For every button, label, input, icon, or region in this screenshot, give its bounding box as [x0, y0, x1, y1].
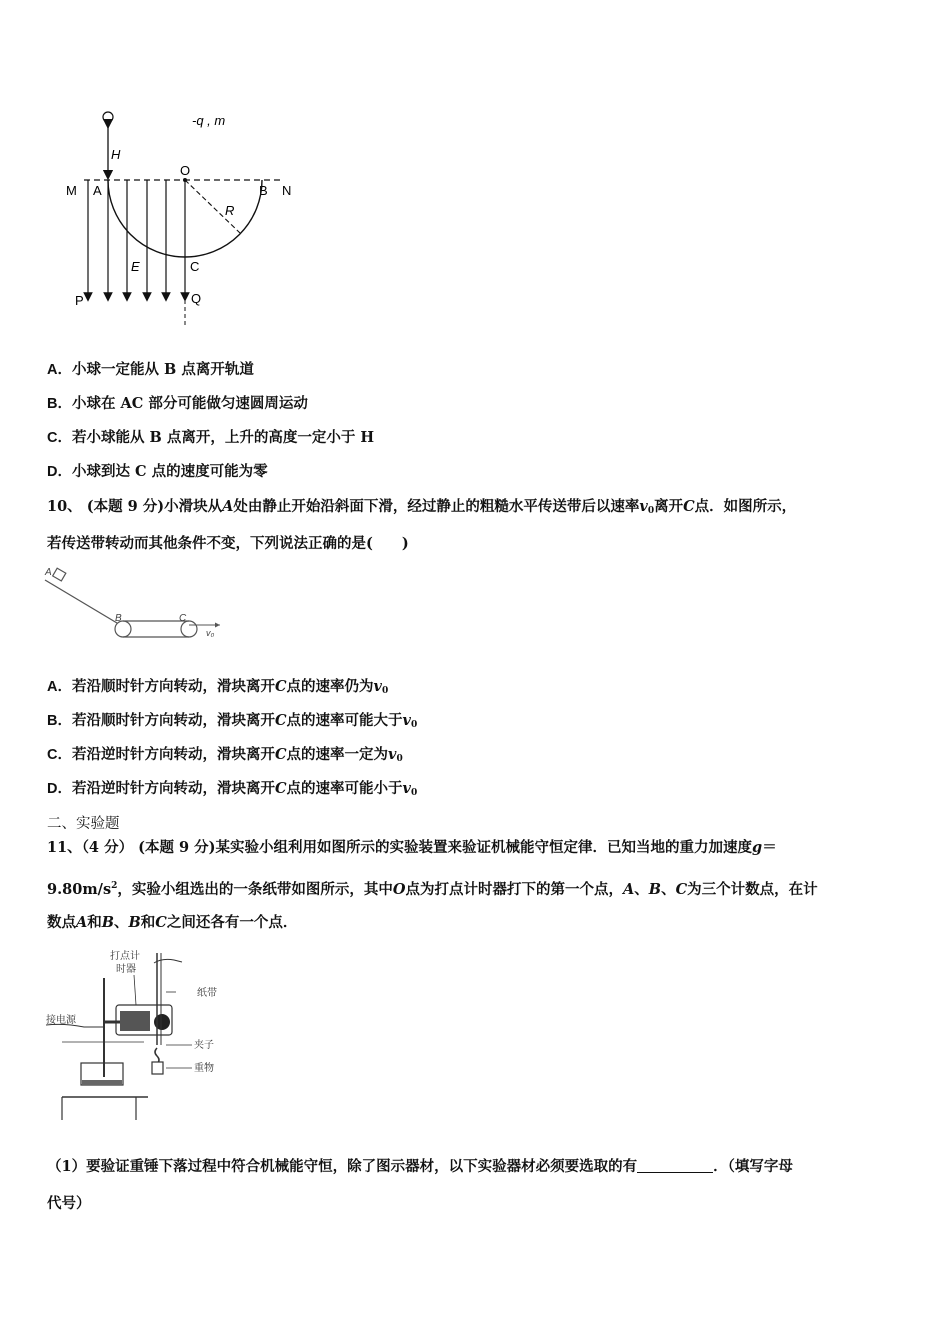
q11-stem-line3: 数点A和B、B和C之间还各有一个点．	[47, 914, 298, 931]
charged-ball	[103, 112, 113, 122]
answer-blank[interactable]	[637, 1158, 713, 1173]
q10-stem-line2: 若传送带转动而其他条件不变，下列说法正确的是( )	[47, 535, 409, 552]
q11-stem-line1: 11、（4 分） (本题 9 分)某实验小组利用如图所示的实验装置来验证机械能守恒定律．已知当地的重力加速度g＝	[47, 839, 777, 856]
label-tape: 纸带	[197, 988, 217, 999]
label-timer-1: 打点计	[110, 951, 140, 962]
q11-sub1-line2: 代号）	[47, 1195, 91, 1212]
label-N: N	[282, 183, 292, 198]
q9-option-b: B．小球在 AC 部分可能做匀速圆周运动	[47, 395, 308, 412]
label-C-belt: C	[179, 613, 187, 624]
q9-option-c: C．若小球能从 B 点离开，上升的高度一定小于 H	[47, 429, 375, 446]
figure-semicircle-track	[60, 105, 320, 335]
q10-stem-line1: 10、 (本题 9 分)小滑块从A处由静止开始沿斜面下滑，经过静止的粗糙水平传送带后以速率$v_0$离开C点．如图所示，	[47, 498, 797, 516]
label-H: H	[111, 147, 121, 162]
label-B: B	[259, 183, 268, 198]
label-R: R	[225, 203, 235, 218]
label-M: M	[66, 183, 77, 198]
incline	[45, 580, 117, 623]
q10-option-b: B．若沿顺时针方向转动，滑块离开C点的速率可能大于$v_0$	[47, 712, 418, 730]
q10-option-d: D．若沿逆时针方向转动，滑块离开C点的速率可能小于$v_0$	[47, 780, 418, 798]
figure-experiment-apparatus	[44, 945, 234, 1125]
q10-option-a: A．若沿顺时针方向转动，滑块离开C点的速率仍为$v_0$	[47, 678, 389, 696]
label-v0: v₀	[206, 628, 215, 638]
label-timer-2: 时器	[116, 964, 136, 975]
weight	[152, 1062, 163, 1074]
q11-stem-line2: $9.80m/s^2$，实验小组选出的一条纸带如图所示，其中O点为打点计时器打下的第一个点，A、B、C为三个计数点，在计	[47, 881, 818, 898]
label-A: A	[93, 183, 102, 198]
label-B-belt: B	[115, 613, 122, 624]
label-E: E	[131, 259, 140, 274]
q9-option-d: D．小球到达 C 点的速度可能为零	[47, 463, 268, 480]
q11-sub1-line1: （1）要验证重锤下落过程中符合机械能守恒，除了图示器材，以下实验器材必须要选取的有 ．（填写字母	[47, 1158, 793, 1175]
label-clip: 夹子	[194, 1040, 214, 1051]
q10-option-c: C．若沿逆时针方向转动，滑块离开C点的速率一定为$v_0$	[47, 746, 403, 764]
label-O: O	[180, 163, 191, 178]
q9-option-a: A．小球一定能从 B 点离开轨道	[47, 361, 254, 378]
label-P: P	[75, 293, 84, 308]
label-weight: 重物	[194, 1063, 214, 1074]
label-charge-mass: -q , m	[192, 113, 226, 128]
label-power: 接电源	[46, 1015, 76, 1026]
slider-block	[53, 568, 66, 581]
label-A-incline: A	[45, 567, 52, 578]
section-heading: 二、实验题	[47, 816, 120, 832]
label-C: C	[190, 259, 200, 274]
figure-conveyor-belt	[42, 565, 242, 645]
label-Q: Q	[191, 291, 202, 306]
